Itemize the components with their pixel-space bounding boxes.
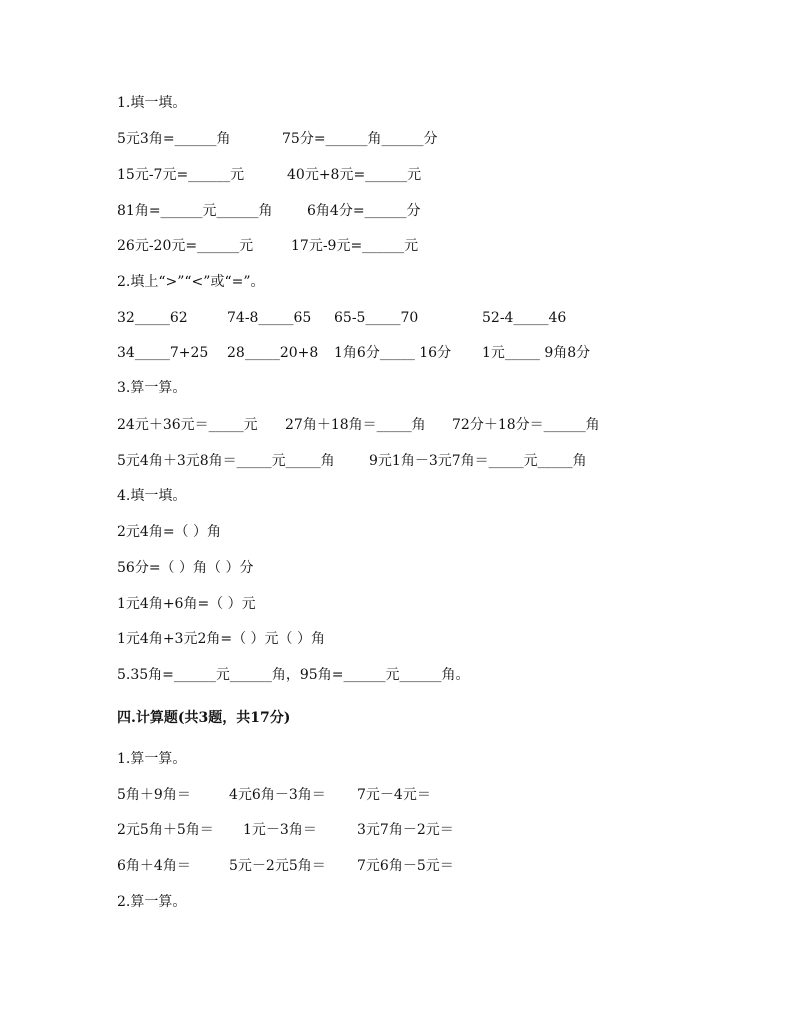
text-cell: 5元3角=______角 [117,131,231,147]
text-cell: 7元6角－5元＝ [357,858,454,874]
text-cell: 75分=______角______分 [282,131,438,147]
text-cell: 2.算一算。 [117,894,187,910]
text-cell: 52-4_____46 [482,310,567,326]
text-cell: 6角＋4角＝ [117,858,191,874]
text-cell: 1.填一填。 [117,95,187,111]
text-cell: 72分＋18分＝______角 [452,417,600,433]
text-cell: 24元＋36元＝_____元 [117,417,258,433]
text-cell: 32_____62 [117,310,188,326]
text-cell: 1元4角+3元2角=（ ）元（ ）角 [117,631,325,647]
text-cell: 5.35角=______元______角，95角=______元______角。 [117,667,470,683]
text-cell: 1.算一算。 [117,751,187,767]
text-cell: 4元6角－3角＝ [229,787,326,803]
text-cell: 1元_____ 9角8分 [482,345,591,361]
text-cell: 5元4角＋3元8角＝_____元_____角 [117,453,335,469]
text-cell: 5元－2元5角＝ [229,858,326,874]
text-cell: 28_____20+8 [227,345,319,361]
text-cell: 7元－4元＝ [357,787,431,803]
text-cell: 2元5角＋5角＝ [117,822,214,838]
text-cell: 6角4分=______分 [307,203,421,219]
text-cell: 40元+8元=______元 [287,167,422,183]
text-cell: 9元1角－3元7角＝_____元_____角 [369,453,587,469]
text-cell: 56分=（ ）角（ ）分 [117,560,254,576]
text-cell: 3.算一算。 [117,380,187,396]
text-cell: 2元4角=（ ）角 [117,524,221,540]
text-cell: 74-8_____65 [227,310,312,326]
text-cell: 65-5_____70 [334,310,419,326]
text-cell: 4.填一填。 [117,488,187,504]
text-cell: 81角=______元______角 [117,203,273,219]
section-heading-text: 四.计算题(共3题，共17分) [117,710,291,726]
text-cell: 34_____7+25 [117,345,209,361]
text-cell: 17元-9元=______元 [291,238,419,254]
text-cell: 1元－3角＝ [243,822,317,838]
text-cell: 1角6分_____ 16分 [334,345,452,361]
text-cell: 27角＋18角＝_____角 [285,417,426,433]
text-cell: 26元-20元=______元 [117,238,254,254]
text-cell: 2.填上“>”“<”或“=”。 [117,274,265,290]
text-cell: 1元4角+6角=（ ）元 [117,596,256,612]
text-cell: 3元7角－2元＝ [357,822,454,838]
text-cell: 5角＋9角＝ [117,787,191,803]
text-cell: 15元-7元=______元 [117,167,245,183]
